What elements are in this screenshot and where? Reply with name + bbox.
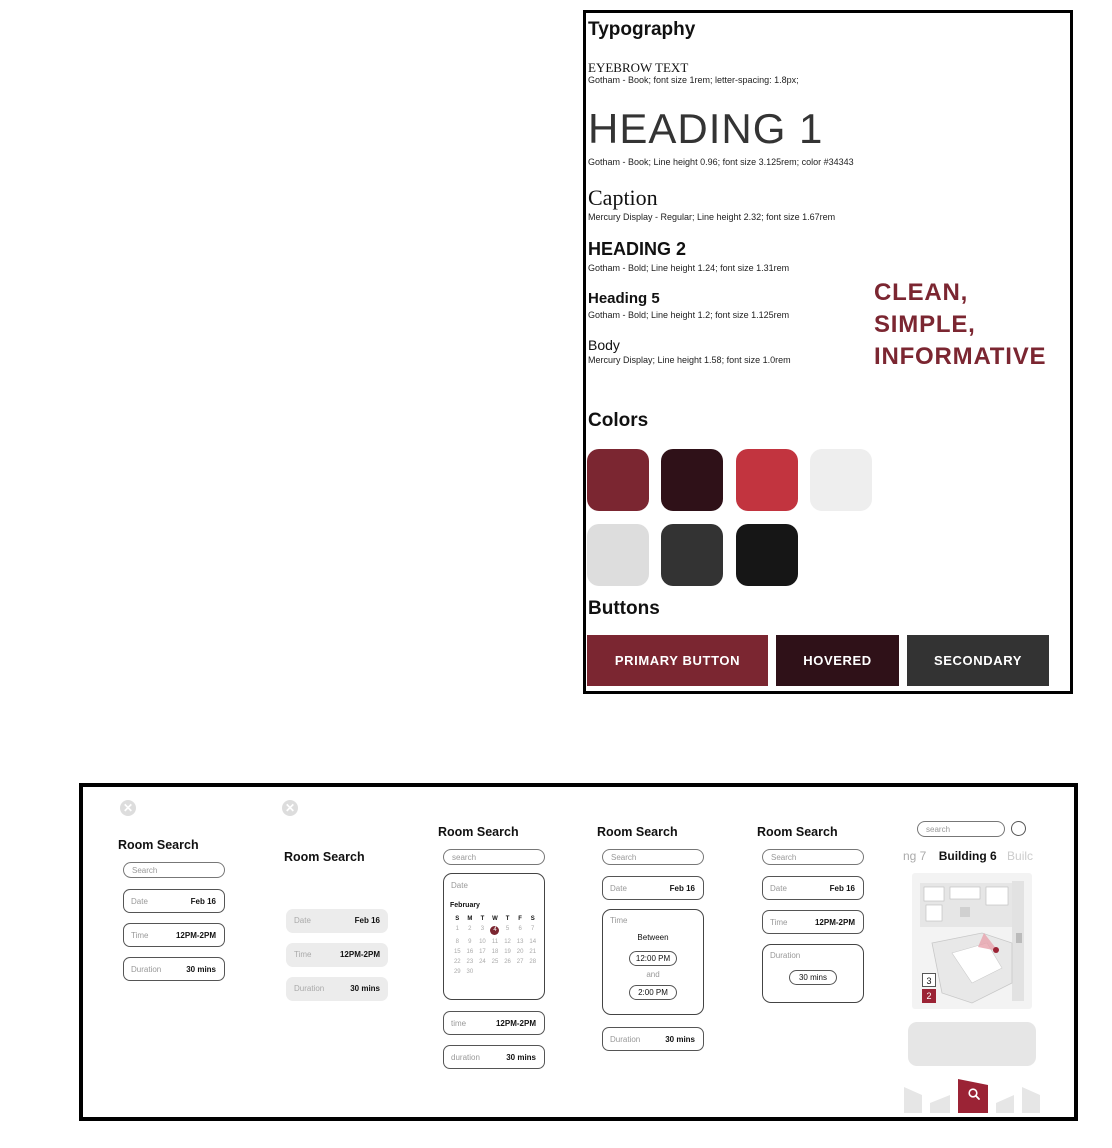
- calendar-weekday: S: [455, 916, 460, 922]
- floor-button[interactable]: 3: [922, 973, 936, 987]
- date-value: Feb 16: [354, 916, 380, 925]
- time-field[interactable]: [286, 943, 388, 967]
- calendar-day[interactable]: 2: [468, 926, 472, 932]
- calendar-day[interactable]: 28: [529, 959, 537, 965]
- search-input[interactable]: search: [917, 821, 1005, 837]
- color-swatch: [587, 449, 649, 511]
- calendar-day[interactable]: 30: [466, 969, 474, 975]
- style-guide-panel: [583, 10, 1073, 694]
- calendar-day[interactable]: 8: [455, 939, 459, 945]
- caption-sample: Caption: [588, 185, 658, 210]
- calendar-weekday: T: [505, 916, 510, 922]
- date-value: Feb 16: [190, 897, 216, 906]
- color-swatch: [736, 449, 798, 511]
- start-time-pill[interactable]: 12:00 PM: [629, 951, 677, 966]
- calendar-day[interactable]: 10: [479, 939, 486, 945]
- date-label: Date: [770, 884, 787, 893]
- building-tab[interactable]: Builc: [1007, 849, 1034, 863]
- primary-button[interactable]: PRIMARY BUTTON: [587, 635, 768, 686]
- secondary-button[interactable]: SECONDARY: [907, 635, 1049, 686]
- calendar-day[interactable]: 23: [466, 959, 474, 965]
- time-value: 12PM-2PM: [175, 931, 216, 940]
- calendar-day[interactable]: 11: [491, 939, 499, 945]
- heading1-spec: Gotham - Book; Line height 0.96; font size 3.125rem; color #34343: [588, 157, 854, 167]
- building-tab-active[interactable]: Building 6: [938, 849, 997, 863]
- date-label: Date: [131, 897, 148, 906]
- building-tabs: [903, 849, 1033, 863]
- room-search-title: Room Search: [597, 825, 678, 839]
- end-time-pill[interactable]: 2:00 PM: [629, 985, 677, 1000]
- calendar-day[interactable]: 26: [504, 959, 511, 965]
- duration-picker[interactable]: [762, 944, 864, 1003]
- duration-value: 30 mins: [186, 965, 216, 974]
- calendar-weekday: M: [467, 916, 473, 922]
- time-label: Time: [770, 918, 788, 927]
- search-input[interactable]: search: [443, 849, 545, 865]
- time-picker[interactable]: [602, 909, 704, 1015]
- eyebrow-spec: Gotham - Book; font size 1rem; letter-spacing: 1.8px;: [588, 75, 799, 85]
- calendar-day[interactable]: 29: [453, 969, 461, 975]
- duration-label: Duration: [294, 984, 325, 993]
- typography-title: Typography: [588, 19, 696, 40]
- calendar-month: February: [450, 902, 480, 909]
- calendar-day[interactable]: 14: [529, 939, 537, 945]
- search-input[interactable]: Search: [123, 862, 225, 878]
- heading1-sample: HEADING 1: [588, 105, 824, 152]
- floor-button-active[interactable]: 2: [922, 989, 936, 1003]
- bottom-nav: [904, 1077, 1040, 1113]
- caption-spec: Mercury Display - Regular; Line height 2.32; font size 1.67rem: [588, 212, 836, 222]
- calendar-day[interactable]: 21: [529, 949, 537, 955]
- duration-value: 30 mins: [506, 1053, 536, 1062]
- calendar-grid[interactable]: [451, 916, 539, 975]
- duration-label: Duration: [131, 965, 162, 974]
- time-label: Time: [294, 950, 312, 959]
- between-label: Between: [637, 933, 669, 942]
- calendar-day[interactable]: 25: [491, 959, 499, 965]
- calendar-day[interactable]: 15: [453, 949, 461, 955]
- calendar-day[interactable]: 7: [531, 926, 535, 932]
- duration-pill[interactable]: 30 mins: [789, 970, 837, 985]
- duration-field[interactable]: [123, 957, 225, 981]
- buttons-title: Buttons: [588, 598, 660, 619]
- date-field[interactable]: [286, 909, 388, 933]
- tagline-line: INFORMATIVE: [874, 343, 1047, 370]
- building-tab[interactable]: ng 7: [903, 849, 927, 863]
- duration-value: 30 mins: [350, 984, 380, 993]
- date-field[interactable]: [123, 889, 225, 913]
- time-label: time: [451, 1019, 467, 1028]
- duration-field[interactable]: [286, 977, 388, 1001]
- duration-field[interactable]: [443, 1045, 545, 1069]
- date-label: Date: [294, 916, 311, 925]
- calendar-day[interactable]: 24: [479, 959, 486, 965]
- calendar-day[interactable]: 9: [468, 939, 472, 945]
- results-card-placeholder[interactable]: [908, 1022, 1036, 1066]
- time-value: 12PM-2PM: [495, 1019, 536, 1028]
- search-icon[interactable]: [967, 1087, 981, 1101]
- calendar-day[interactable]: 6: [518, 926, 522, 932]
- room-search-title: Room Search: [284, 850, 365, 864]
- room-search-title: Room Search: [118, 838, 199, 852]
- color-swatch: [810, 449, 872, 511]
- hovered-button[interactable]: HOVERED: [776, 635, 899, 686]
- and-label: and: [646, 970, 660, 979]
- calendar-day[interactable]: 17: [479, 949, 486, 955]
- time-label: Time: [131, 931, 149, 940]
- profile-icon[interactable]: [1011, 821, 1026, 836]
- heading5-spec: Gotham - Bold; Line height 1.2; font size 1.125rem: [588, 310, 790, 320]
- calendar-day[interactable]: 12: [504, 939, 511, 945]
- time-field[interactable]: [443, 1011, 545, 1035]
- tagline: [874, 277, 1046, 373]
- date-value: Feb 16: [669, 884, 695, 893]
- colors-title: Colors: [588, 410, 649, 431]
- date-label: Date: [451, 881, 468, 890]
- eyebrow-sample: EYEBROW TEXT: [588, 60, 689, 75]
- calendar-day[interactable]: 20: [516, 949, 524, 955]
- room-search-title: Room Search: [438, 825, 519, 839]
- room-search-mockups-panel: [79, 783, 1078, 1121]
- heading5-sample: Heading 5: [588, 290, 660, 307]
- heading2-spec: Gotham - Bold; Line height 1.24; font size 1.31rem: [588, 263, 790, 273]
- close-icon[interactable]: ✕: [282, 800, 298, 816]
- body-sample: Body: [588, 337, 620, 353]
- tagline-line: CLEAN,: [874, 279, 969, 306]
- color-swatch: [661, 524, 723, 586]
- color-swatch: [587, 524, 649, 586]
- calendar-day-selected[interactable]: 4: [490, 926, 499, 935]
- duration-field[interactable]: [602, 1027, 704, 1051]
- calendar-weekday: T: [480, 916, 485, 922]
- calendar-day[interactable]: 18: [491, 949, 499, 955]
- color-swatch: [736, 524, 798, 586]
- calendar-day[interactable]: 1: [455, 926, 459, 932]
- close-icon[interactable]: ✕: [120, 800, 136, 816]
- duration-label: Duration: [770, 951, 801, 960]
- search-input[interactable]: Search: [602, 849, 704, 865]
- search-input[interactable]: Search: [762, 849, 864, 865]
- date-value: Feb 16: [829, 884, 855, 893]
- date-picker[interactable]: [443, 873, 545, 1000]
- calendar-weekday: W: [492, 916, 498, 922]
- body-spec: Mercury Display; Line height 1.58; font size 1.0rem: [588, 355, 791, 365]
- duration-value: 30 mins: [665, 1035, 695, 1044]
- duration-label: Duration: [610, 1035, 641, 1044]
- calendar-day[interactable]: 27: [516, 959, 524, 965]
- time-field[interactable]: [762, 910, 864, 934]
- calendar-weekday: F: [518, 916, 522, 922]
- time-label: Time: [610, 916, 628, 925]
- duration-label: duration: [451, 1053, 480, 1062]
- calendar-day[interactable]: 19: [504, 949, 511, 955]
- time-field[interactable]: [123, 923, 225, 947]
- calendar-day[interactable]: 5: [505, 926, 510, 932]
- date-field[interactable]: [602, 876, 704, 900]
- calendar-day[interactable]: 16: [466, 949, 474, 955]
- room-search-title: Room Search: [757, 825, 838, 839]
- date-field[interactable]: [762, 876, 864, 900]
- time-value: 12PM-2PM: [339, 950, 380, 959]
- time-value: 12PM-2PM: [814, 918, 855, 927]
- color-swatch: [661, 449, 723, 511]
- calendar-day[interactable]: 13: [516, 939, 524, 945]
- calendar-weekday: S: [530, 916, 535, 922]
- calendar-day[interactable]: 22: [453, 959, 461, 965]
- heading2-sample: HEADING 2: [588, 239, 687, 259]
- tagline-line: SIMPLE,: [874, 311, 976, 338]
- date-label: Date: [610, 884, 627, 893]
- calendar-day[interactable]: 3: [480, 926, 485, 932]
